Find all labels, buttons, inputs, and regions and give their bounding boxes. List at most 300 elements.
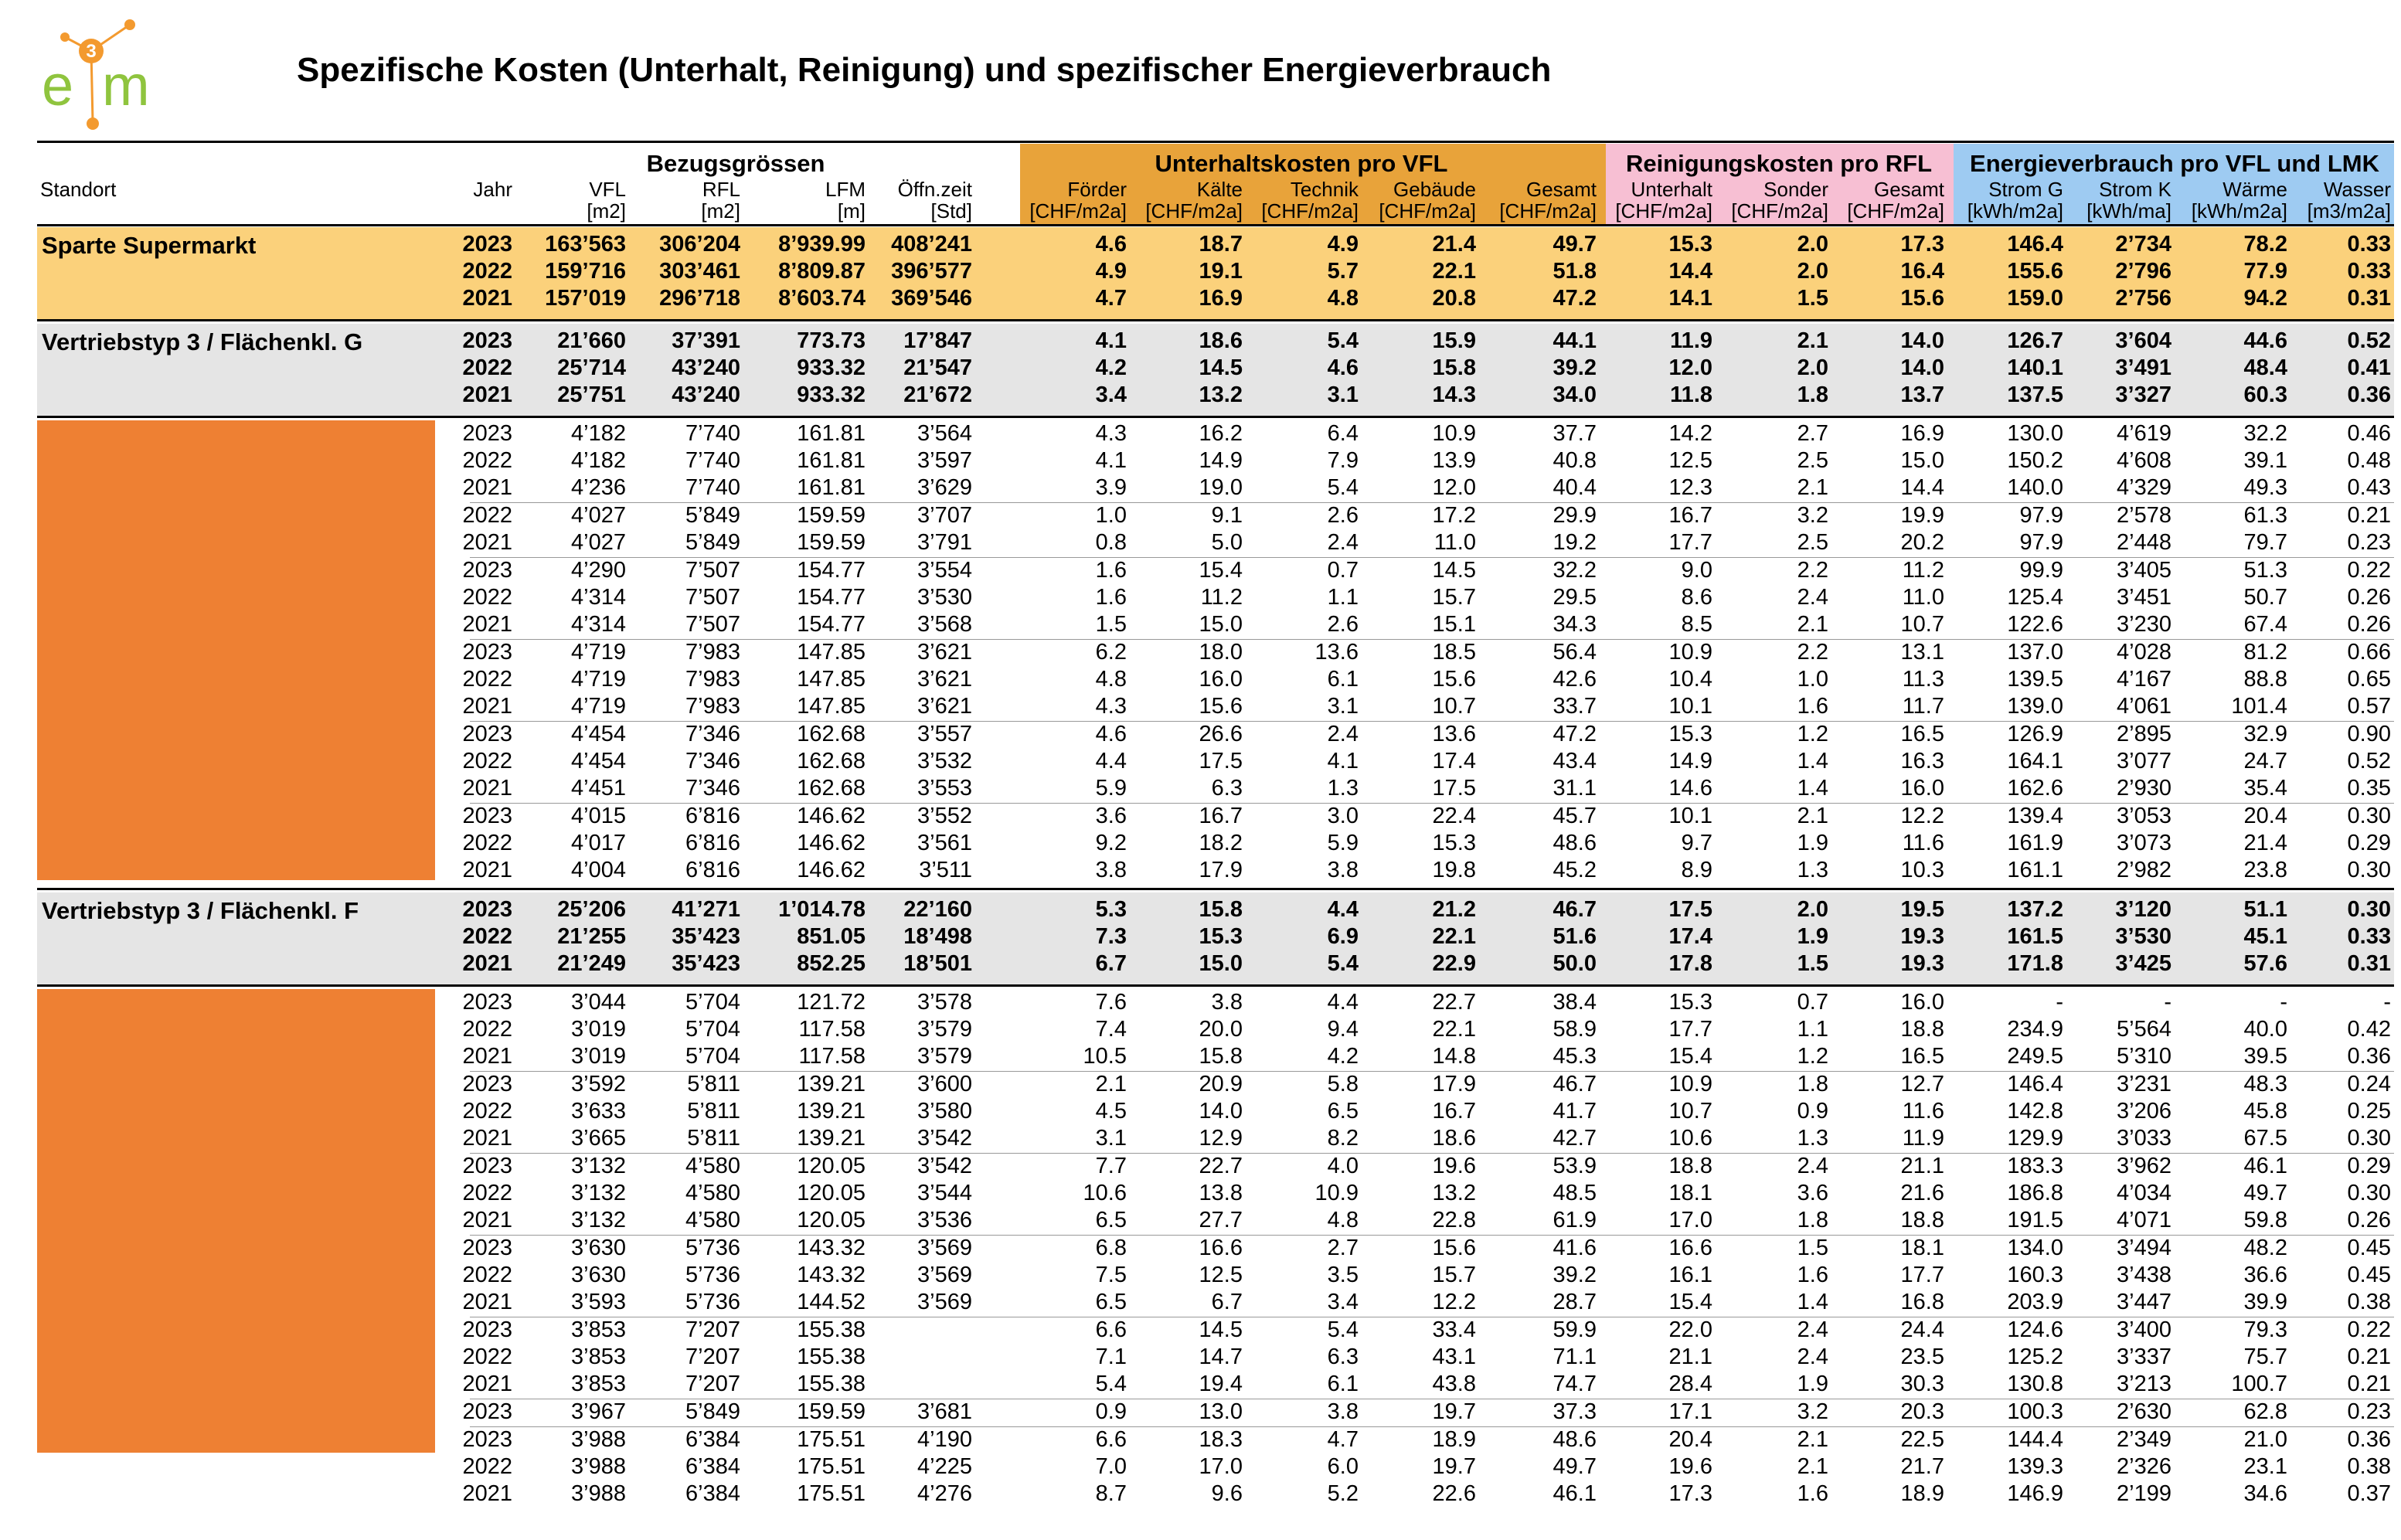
- cell-value: 0.21: [2347, 503, 2391, 528]
- cell-value: 154.77: [797, 612, 866, 637]
- table-row: [37, 328, 2394, 355]
- cell-value: 19.7: [1432, 1454, 1476, 1479]
- cell-value: 21’255: [557, 924, 626, 949]
- cell-value: 16.9: [1900, 421, 1944, 446]
- cell-value: 126.9: [2007, 722, 2063, 746]
- cell-value: 59.9: [1552, 1317, 1597, 1342]
- cell-value: 40.8: [1552, 448, 1597, 473]
- cell-value: 2.7: [1797, 421, 1828, 446]
- cell-value: 11.6: [1902, 831, 1944, 855]
- cell-value: 75.7: [2243, 1345, 2287, 1369]
- cell-value: 0.8: [1095, 530, 1127, 555]
- cell-value: 4.4: [1327, 990, 1359, 1015]
- cell-value: 6.9: [1327, 924, 1359, 949]
- cell-value: 16.4: [1900, 259, 1944, 284]
- cell-value: 15.7: [1432, 1263, 1476, 1287]
- cell-jahr: 2022: [462, 259, 512, 284]
- cell-value: 6.3: [1327, 1345, 1359, 1369]
- cell-jahr: 2022: [462, 1454, 512, 1479]
- cell-value: 32.2: [1552, 558, 1597, 583]
- cell-value: 191.5: [2007, 1208, 2063, 1232]
- cell-jahr: 2021: [462, 475, 512, 500]
- cell-value: 44.1: [1552, 328, 1597, 353]
- cell-value: 9.6: [1211, 1481, 1243, 1506]
- cell-value: 48.6: [1552, 1427, 1597, 1452]
- cell-value: 3.8: [1095, 858, 1127, 882]
- cell-value: 7’740: [685, 475, 740, 500]
- cell-value: 3’707: [917, 503, 972, 528]
- cell-value: 12.3: [1668, 475, 1712, 500]
- cell-value: 23.8: [2243, 858, 2287, 882]
- cell-value: 1.9: [1797, 924, 1828, 949]
- cell-value: 41.6: [1552, 1236, 1597, 1260]
- cell-value: 34.0: [1552, 382, 1597, 407]
- cell-value: 162.68: [797, 776, 866, 801]
- cell-value: 4’190: [917, 1427, 972, 1452]
- cell-value: 5’704: [685, 1017, 740, 1042]
- cell-value: -: [2056, 990, 2063, 1015]
- cell-value: 1.6: [1095, 558, 1127, 583]
- cell-value: 146.4: [2007, 232, 2063, 257]
- cell-value: 2.1: [1797, 612, 1828, 637]
- cell-value: 2.1: [1797, 1427, 1828, 1452]
- group-bezug: Bezugsgrössen: [646, 150, 825, 177]
- cell-value: 163’563: [545, 232, 626, 257]
- cell-value: 18.5: [1432, 640, 1476, 665]
- cell-value: 16.7: [1199, 804, 1243, 828]
- cell-value: 2.4: [1327, 530, 1359, 555]
- cell-value: 2’630: [2117, 1399, 2171, 1424]
- cell-value: 43.1: [1432, 1345, 1476, 1369]
- cell-value: 49.7: [1552, 1454, 1597, 1479]
- cell-value: 3’665: [571, 1126, 626, 1151]
- cell-value: 67.4: [2243, 612, 2287, 637]
- cell-value: 0.30: [2347, 1126, 2391, 1151]
- cell-value: 126.7: [2007, 328, 2063, 353]
- cell-value: 1.1: [1797, 1017, 1828, 1042]
- cell-value: 61.9: [1552, 1208, 1597, 1232]
- cell-value: 0.52: [2347, 328, 2391, 353]
- cell-value: 13.9: [1432, 448, 1476, 473]
- cell-value: 19.3: [1900, 951, 1944, 976]
- cell-value: 139.3: [2007, 1454, 2063, 1479]
- cell-value: 20.3: [1900, 1399, 1944, 1424]
- cell-value: 6.1: [1327, 1372, 1359, 1396]
- cell-value: 16.7: [1668, 503, 1712, 528]
- cell-value: 42.6: [1552, 667, 1597, 692]
- cell-value: 45.7: [1552, 804, 1597, 828]
- cell-value: 0.26: [2347, 1208, 2391, 1232]
- cell-value: 43’240: [672, 355, 740, 380]
- cell-value: 6.3: [1211, 776, 1243, 801]
- cell-value: 48.2: [2243, 1236, 2287, 1260]
- cell-value: 121.72: [797, 990, 866, 1015]
- cell-value: 18.8: [1900, 1208, 1944, 1232]
- cell-value: 1.8: [1797, 382, 1828, 407]
- cell-value: 22.0: [1668, 1317, 1712, 1342]
- cell-value: 1.5: [1797, 286, 1828, 311]
- cell-value: 0.30: [2347, 858, 2391, 882]
- cell-value: 13.7: [1900, 382, 1944, 407]
- cell-value: 139.4: [2007, 804, 2063, 828]
- cell-value: 5.4: [1095, 1372, 1127, 1396]
- cell-value: 1.1: [1327, 585, 1359, 610]
- top-rule: [37, 141, 2394, 143]
- cell-value: 0.41: [2347, 355, 2391, 380]
- cell-value: 12.9: [1199, 1126, 1243, 1151]
- cell-value: 23.1: [2243, 1454, 2287, 1479]
- cell-value: 74.7: [1552, 1372, 1597, 1396]
- cell-value: 15.4: [1668, 1044, 1712, 1069]
- cell-jahr: 2022: [462, 355, 512, 380]
- cell-value: 17.4: [1668, 924, 1712, 949]
- cell-value: 14.5: [1432, 558, 1476, 583]
- cell-value: 146.62: [797, 831, 866, 855]
- cell-value: 3’542: [917, 1126, 972, 1151]
- cell-value: 5’811: [687, 1099, 740, 1124]
- cell-value: 7’507: [685, 558, 740, 583]
- cell-value: 15.8: [1199, 897, 1243, 922]
- cell-value: 140.1: [2007, 355, 2063, 380]
- cell-value: 12.5: [1199, 1263, 1243, 1287]
- cell-value: 4’314: [571, 612, 626, 637]
- cell-value: 3.8: [1327, 1399, 1359, 1424]
- cell-value: 18’498: [903, 924, 972, 949]
- cell-value: 147.85: [797, 640, 866, 665]
- cell-value: 3.1: [1327, 694, 1359, 719]
- cell-value: 3’491: [2115, 355, 2171, 380]
- cell-value: 16.2: [1199, 421, 1243, 446]
- cell-value: 0.23: [2347, 530, 2391, 555]
- cell-value: 161.5: [2007, 924, 2063, 949]
- cell-value: 0.24: [2347, 1072, 2391, 1096]
- cell-value: 5.7: [1327, 259, 1359, 284]
- cell-value: 3’044: [571, 990, 626, 1015]
- cell-value: 139.21: [797, 1126, 866, 1151]
- cell-value: 11.6: [1902, 1099, 1944, 1124]
- cell-value: 100.7: [2231, 1372, 2287, 1396]
- cell-value: 40.4: [1552, 475, 1597, 500]
- cell-value: 3.8: [1327, 858, 1359, 882]
- cell-value: 10.9: [1668, 1072, 1712, 1096]
- col-header-9: Gebäude: [1393, 178, 1476, 201]
- cell-value: 9.0: [1681, 558, 1712, 583]
- cell-value: 8.7: [1095, 1481, 1127, 1506]
- cell-value: 13.0: [1199, 1399, 1243, 1424]
- cell-value: 3’438: [2117, 1263, 2171, 1287]
- cell-value: 8.5: [1681, 612, 1712, 637]
- cell-value: 35.4: [2243, 776, 2287, 801]
- cell-value: 17.5: [1432, 776, 1476, 801]
- col-header-4: LFM: [825, 178, 866, 201]
- cell-value: 19.6: [1432, 1154, 1476, 1178]
- cell-value: 125.2: [2007, 1345, 2063, 1369]
- cell-value: 11.7: [1902, 694, 1944, 719]
- cell-value: 7.5: [1095, 1263, 1127, 1287]
- cell-value: 0.38: [2347, 1454, 2391, 1479]
- cell-value: 3’988: [571, 1454, 626, 1479]
- cell-value: 5’849: [685, 1399, 740, 1424]
- cell-value: 10.1: [1668, 804, 1712, 828]
- cell-value: 30.3: [1900, 1372, 1944, 1396]
- cell-value: 21.6: [1900, 1181, 1944, 1205]
- cell-value: 1.3: [1327, 776, 1359, 801]
- cell-value: 18.6: [1432, 1126, 1476, 1151]
- cell-value: 6.5: [1095, 1208, 1127, 1232]
- cell-value: 51.8: [1552, 259, 1597, 284]
- cell-value: 15.8: [1199, 1044, 1243, 1069]
- cell-value: 10.7: [1900, 612, 1944, 637]
- cell-value: 1.0: [1095, 503, 1127, 528]
- cell-value: 4’290: [571, 558, 626, 583]
- col-unit-3: [m2]: [701, 199, 740, 223]
- col-header-1: Jahr: [473, 178, 512, 201]
- cell-value: 161.81: [797, 475, 866, 500]
- cell-value: 29.9: [1552, 503, 1597, 528]
- cell-value: 25’714: [557, 355, 626, 380]
- cell-value: 10.7: [1432, 694, 1476, 719]
- cell-value: 24.7: [2243, 749, 2287, 773]
- cell-value: 162.68: [797, 722, 866, 746]
- cell-value: 15.3: [1668, 232, 1712, 257]
- cell-value: 146.62: [797, 804, 866, 828]
- cell-value: 146.9: [2007, 1481, 2063, 1506]
- cell-value: 142.8: [2007, 1099, 2063, 1124]
- cell-value: 12.2: [1900, 804, 1944, 828]
- cell-value: 21’660: [557, 328, 626, 353]
- cell-value: 20.9: [1199, 1072, 1243, 1096]
- cell-value: 17.5: [1668, 897, 1712, 922]
- cell-value: 22.8: [1432, 1208, 1476, 1232]
- cell-value: 3.0: [1327, 804, 1359, 828]
- cell-value: 5’704: [685, 990, 740, 1015]
- cell-value: 2.0: [1797, 897, 1828, 922]
- cell-value: 0.37: [2347, 1481, 2391, 1506]
- cell-value: 71.1: [1552, 1345, 1597, 1369]
- cell-value: 37.7: [1552, 421, 1597, 446]
- cell-value: 28.7: [1552, 1290, 1597, 1314]
- cell-jahr: 2022: [462, 1263, 512, 1287]
- cell-value: 161.9: [2007, 831, 2063, 855]
- block-rule: [37, 888, 2394, 890]
- cell-value: 5’849: [685, 503, 740, 528]
- cell-value: 14.3: [1432, 382, 1476, 407]
- cell-value: 159’716: [545, 259, 626, 284]
- cell-value: 2.0: [1797, 232, 1828, 257]
- cell-value: 137.5: [2007, 382, 2063, 407]
- cell-value: 234.9: [2007, 1017, 2063, 1042]
- cell-value: 22.7: [1432, 990, 1476, 1015]
- cell-value: 3’511: [919, 858, 972, 882]
- cell-value: 12.0: [1668, 355, 1712, 380]
- cell-jahr: 2023: [462, 1236, 512, 1260]
- cell-value: 171.8: [2007, 951, 2063, 976]
- cell-value: 16.8: [1900, 1290, 1944, 1314]
- cell-value: 20.2: [1900, 530, 1944, 555]
- cell-value: 15.3: [1199, 924, 1243, 949]
- cell-value: 0.36: [2347, 382, 2391, 407]
- cell-value: 5.9: [1327, 831, 1359, 855]
- cell-value: 5.4: [1327, 1317, 1359, 1342]
- col-unit-8: [CHF/m2a]: [1261, 199, 1359, 223]
- cell-value: 7.4: [1095, 1017, 1127, 1042]
- cell-jahr: 2023: [462, 804, 512, 828]
- cell-jahr: 2022: [462, 1099, 512, 1124]
- redaction-block: [37, 420, 435, 880]
- e3m-logo: [31, 14, 170, 145]
- cell-value: 144.4: [2007, 1427, 2063, 1452]
- col-unit-7: [CHF/m2a]: [1145, 199, 1243, 223]
- table-row: [37, 1453, 2394, 1481]
- cell-value: 46.1: [1552, 1481, 1597, 1506]
- cell-value: 5’811: [687, 1072, 740, 1096]
- cell-value: 17.0: [1668, 1208, 1712, 1232]
- cell-value: 11.0: [1902, 585, 1944, 610]
- cell-jahr: 2021: [462, 1208, 512, 1232]
- col-header-6: Förder: [1067, 178, 1127, 201]
- cell-value: 4.4: [1095, 749, 1127, 773]
- cell-value: 6.6: [1095, 1317, 1127, 1342]
- cell-value: 41.7: [1552, 1099, 1597, 1124]
- table-row: [37, 1481, 2394, 1508]
- cell-value: 58.9: [1552, 1017, 1597, 1042]
- cell-value: 5.4: [1327, 328, 1359, 353]
- cell-value: 10.6: [1668, 1126, 1712, 1151]
- cell-value: 3’630: [571, 1236, 626, 1260]
- cell-value: 933.32: [797, 355, 866, 380]
- cell-value: 4’167: [2117, 667, 2171, 692]
- cell-value: 161.81: [797, 421, 866, 446]
- cell-value: 3’230: [2117, 612, 2171, 637]
- cell-value: 117.58: [798, 1017, 866, 1042]
- cell-value: 124.6: [2007, 1317, 2063, 1342]
- cell-value: 1.4: [1797, 776, 1828, 801]
- cell-value: 5.9: [1095, 776, 1127, 801]
- cell-value: 19.9: [1900, 503, 1944, 528]
- cell-value: 7’207: [685, 1372, 740, 1396]
- cell-value: 4.0: [1327, 1154, 1359, 1178]
- cell-value: 3’621: [917, 667, 972, 692]
- cell-jahr: 2022: [462, 1181, 512, 1205]
- cell-value: 3.2: [1797, 1399, 1828, 1424]
- cell-value: 100.3: [2007, 1399, 2063, 1424]
- cell-value: 21.7: [1900, 1454, 1944, 1479]
- cell-value: 14.0: [1900, 328, 1944, 353]
- cell-value: 4’580: [685, 1181, 740, 1205]
- cell-value: 10.4: [1668, 667, 1712, 692]
- cell-value: 0.35: [2347, 776, 2391, 801]
- cell-value: 18.6: [1199, 328, 1243, 353]
- cell-value: 43’240: [672, 382, 740, 407]
- cell-value: 29.5: [1552, 585, 1597, 610]
- col-header-10: Gesamt: [1525, 178, 1597, 201]
- cell-value: 45.3: [1552, 1044, 1597, 1069]
- cell-value: 150.2: [2007, 448, 2063, 473]
- cell-value: 4’719: [571, 640, 626, 665]
- cell-value: 13.6: [1314, 640, 1359, 665]
- cell-value: 13.8: [1199, 1181, 1243, 1205]
- cell-value: 7’207: [685, 1345, 740, 1369]
- cell-value: 4.3: [1095, 421, 1127, 446]
- cell-value: 6.4: [1327, 421, 1359, 446]
- cell-value: 15.6: [1432, 667, 1476, 692]
- cell-value: 23.5: [1900, 1345, 1944, 1369]
- cell-value: 7.6: [1095, 990, 1127, 1015]
- cell-jahr: 2023: [462, 990, 512, 1015]
- col-header-16: Wärme: [2222, 178, 2287, 201]
- cell-value: 6.8: [1095, 1236, 1127, 1260]
- cell-value: 4’027: [571, 503, 626, 528]
- cell-value: 14.5: [1199, 1317, 1243, 1342]
- cell-value: 79.7: [2243, 530, 2287, 555]
- cell-value: 48.4: [2243, 355, 2287, 380]
- col-unit-14: [kWh/m2a]: [1967, 199, 2063, 223]
- cell-value: 3’494: [2117, 1236, 2171, 1260]
- cell-value: 36.6: [2243, 1263, 2287, 1287]
- cell-value: 3’621: [917, 694, 972, 719]
- cell-value: 203.9: [2007, 1290, 2063, 1314]
- cell-value: 5.4: [1327, 951, 1359, 976]
- cell-value: 6’384: [685, 1454, 740, 1479]
- cell-value: 99.9: [2019, 558, 2063, 583]
- cell-value: 1.5: [1797, 951, 1828, 976]
- total-block: [37, 227, 2394, 319]
- cell-value: 21.1: [1668, 1345, 1712, 1369]
- cell-value: 16.0: [1900, 776, 1944, 801]
- cell-value: 7’740: [685, 421, 740, 446]
- cell-value: 0.22: [2347, 1317, 2391, 1342]
- cell-value: 5’310: [2117, 1044, 2171, 1069]
- cell-value: 51.1: [2243, 897, 2287, 922]
- cell-value: 97.9: [2019, 530, 2063, 555]
- cell-value: 15.4: [1668, 1290, 1712, 1314]
- cell-value: 10.5: [1083, 1044, 1127, 1069]
- cell-value: 28.4: [1668, 1372, 1712, 1396]
- cell-jahr: 2021: [462, 286, 512, 311]
- block-rule: [37, 416, 2394, 418]
- cell-value: 17’847: [903, 328, 972, 353]
- cell-value: 4’182: [571, 421, 626, 446]
- cell-value: 60.3: [2243, 382, 2287, 407]
- cell-value: 4’329: [2117, 475, 2171, 500]
- cell-value: 17.3: [1668, 1481, 1712, 1506]
- cell-value: 21.2: [1432, 897, 1476, 922]
- cell-value: 41’271: [672, 897, 740, 922]
- cell-value: 7’507: [685, 585, 740, 610]
- cell-jahr: 2022: [462, 448, 512, 473]
- cell-value: 4.2: [1327, 1044, 1359, 1069]
- cell-value: 3’132: [571, 1181, 626, 1205]
- cell-value: 77.9: [2243, 259, 2287, 284]
- cell-value: 21.4: [2243, 831, 2287, 855]
- cell-value: 0.30: [2347, 1181, 2391, 1205]
- cell-value: 46.7: [1552, 1072, 1597, 1096]
- cell-value: 18.1: [1900, 1236, 1944, 1260]
- cell-value: 3’967: [571, 1399, 626, 1424]
- cell-value: 0.29: [2347, 1154, 2391, 1178]
- cell-value: 20.4: [2243, 804, 2287, 828]
- cell-value: 81.2: [2243, 640, 2287, 665]
- cell-value: 4.6: [1327, 355, 1359, 380]
- cell-value: 122.6: [2007, 612, 2063, 637]
- cell-value: 129.9: [2007, 1126, 2063, 1151]
- cell-value: 4.6: [1095, 722, 1127, 746]
- cell-value: 17.5: [1199, 749, 1243, 773]
- cell-value: 6.5: [1095, 1290, 1127, 1314]
- cell-value: 27.7: [1199, 1208, 1243, 1232]
- cell-value: 22’160: [903, 897, 972, 922]
- block-name: Sparte Supermarkt: [42, 232, 257, 259]
